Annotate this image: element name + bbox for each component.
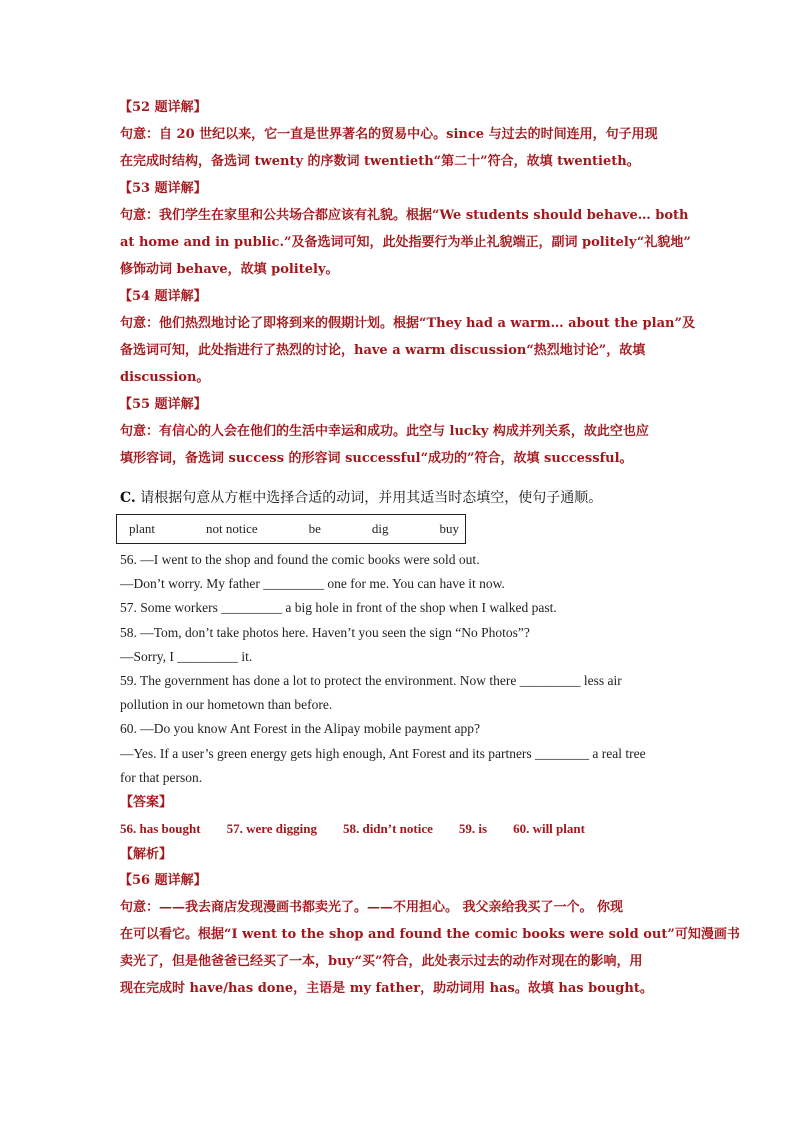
q56-line-1: 句意：——我去商店发现漫画书都卖光了。——不用担心。 我父亲给我买了一个。 你现 [120, 900, 624, 916]
q56-line-3: 卖光了，但是他爸爸已经买了一本，buy“买”符合，此处表示过去的动作对现在的影响，用 [120, 954, 643, 970]
q53-heading: 【53 题详解】 [119, 181, 207, 196]
answer-56: 56. has bought [120, 821, 201, 837]
word-buy: buy [439, 521, 459, 536]
document-page [119, 94, 740, 1002]
word-not-notice: not notice [205, 521, 258, 536]
answer-57: 57. were digging [226, 821, 317, 837]
q55-line-1: 句意：有信心的人会在他们的生活中幸运和成功。此空与 lucky 构成并列关系，故此空也应 [120, 424, 649, 439]
answer-label: 【答案】 [120, 795, 173, 811]
section-c-letter: C. [120, 490, 136, 506]
question-line: for that person. [120, 769, 203, 785]
analysis-label: 【解析】 [120, 847, 173, 863]
question-line: 58. —Tom, don’t take photos here. Haven’t you seen the sign “No Photos”? [120, 624, 530, 640]
answer-60: 60. will plant [513, 821, 585, 837]
q56-line-4: 现在完成时 have/has done，主语是 my father，助动词用 has。故填 has bought。 [120, 981, 653, 997]
q53-line-3: 修饰动词 behave，故填 politely。 [120, 262, 339, 277]
q55-heading: 【55 题详解】 [119, 397, 207, 412]
word-box [116, 514, 466, 544]
q54-heading: 【54 题详解】 [119, 289, 207, 304]
section-gap [120, 472, 680, 486]
q55-line-2: 填形容词，备选词 success 的形容词 successful“成功的”符合，故填 successful。 [120, 451, 633, 466]
question-line: —Yes. If a user’s green energy gets high enough, Ant Forest and its partners ________ a real tree [120, 745, 646, 761]
question-line: —Don’t worry. My father _________ one for me. You can have it now. [120, 576, 505, 592]
answer-59: 59. is [458, 821, 488, 837]
answer-list [120, 815, 680, 842]
answer-58: 58. didn’t notice [342, 821, 433, 837]
word-dig: dig [371, 521, 389, 536]
q54-line-2: 备选词可知，此处指进行了热烈的讨论，have a warm discussion“热烈地讨论”，故填 [120, 343, 646, 358]
question-line: 60. —Do you know Ant Forest in the Alipay mobile payment app? [120, 721, 480, 737]
section-c-instruction [120, 486, 680, 510]
word-plant: plant [129, 521, 155, 536]
question-line: 56. —I went to the shop and found the comic books were sold out. [120, 552, 480, 567]
q56-line-2: 在可以看它。根据“I went to the shop and found the comic books were sold out”可知漫画书 [120, 927, 740, 943]
section-c-instruction-text: 请根据句意从方框中选择合适的动词，并用其适当时态填空，使句子通顺。 [140, 490, 603, 506]
q52-line-1: 句意：自 20 世纪以来，它一直是世界著名的贸易中心。since 与过去的时间连用，句子用现 [120, 127, 658, 142]
q52-heading: 【52 题详解】 [119, 100, 207, 115]
q53-line-1: 句意：我们学生在家里和公共场合都应该有礼貌。根据“We students should behave… both [120, 208, 689, 223]
q56-heading: 【56 题详解】 [119, 873, 207, 889]
question-line: —Sorry, I _________ it. [120, 648, 253, 664]
question-line: 57. Some workers _________ a big hole in front of the shop when I walked past. [120, 600, 557, 616]
question-line: pollution in our hometown than before. [120, 697, 333, 713]
question-line: 59. The government has done a lot to protect the environment. Now there _________ less air [120, 673, 622, 689]
q53-line-2: at home and in public.”及备选词可知，此处指要行为举止礼貌端正，副词 politely“礼貌地” [120, 235, 691, 250]
word-be: be [308, 521, 321, 536]
q54-line-1: 句意：他们热烈地讨论了即将到来的假期计划。根据“They had a warm… about the plan”及 [120, 316, 695, 331]
q54-line-3: discussion。 [120, 370, 210, 385]
q52-line-2: 在完成时结构，备选词 twenty 的序数词 twentieth“第二十”符合，故填 twentieth。 [120, 154, 640, 169]
